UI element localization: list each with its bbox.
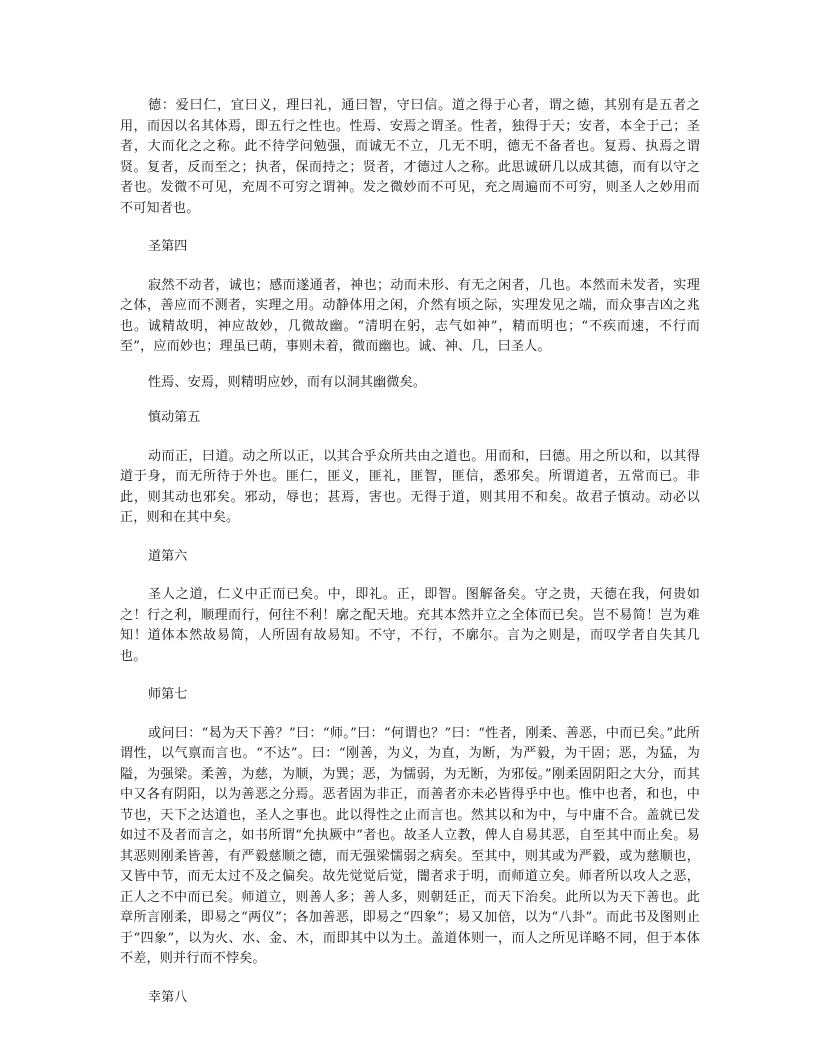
- section-heading-shendong: 慎动第五: [148, 410, 201, 425]
- section-heading-sheng: 圣第四: [148, 239, 188, 254]
- section-heading-shi: 师第七: [148, 687, 188, 702]
- paragraph-sheng-note: 性焉、安焉，则精明应妙，而有以洞其幽微矣。: [148, 374, 427, 390]
- section-heading-dao: 道第六: [148, 548, 188, 564]
- paragraph-shi: 或问曰：“曷为天下善？”曰：“师。”曰：“何谓也？”曰：“性者，刚柔、善恶，中而已矣。”此所谓性，以气禀而言也。“不达”。曰：“刚善，为义，为直，为断，为严毅，为干固；恶，为猛，为隘，为强梁。柔善，为慈，为顺，为巽；恶，为懦弱，为无断，为邪佞。”刚柔固阴阳之大分，而其中又各有阴阳，以为善恶之分焉。恶者固为非正，而善者亦未必皆得乎中也。惟中也者，和也，中节也，天下之达道也，圣人之事也。此以得性之止而言也。然其以和为中，与中庸不合。盖就已发如过不及者而言之，如书所谓“允执厥中”者也。故圣人立教，俾人自易其恶，自至其中而止矣。易其恶则刚柔皆善，有严毅慈顺之德，而无强梁懦弱之病矣。至其中，则其或为严毅，或为慈顺也，又皆中节，而无太过不及之偏矣。故先觉觉后觉，闇者求于明，而师道立矣。师者所以攻人之恶，正人之不中而已矣。师道立，则善人多；善人多，则朝廷正，而天下治矣。此所以为天下善也。此章所言刚柔，即易之“两仪”；各加善恶，即易之“四象”；易又加倍，以为“八卦”。而此书及图则止于“四象”，以为火、水、金、木，而即其中以为土。盖道体则一，而人之所见详略不同，但于本体不差，则并行而不悖矣。: [120, 725, 700, 966]
- paragraph-sheng: 寂然不动者，诚也；感而遂通者，神也；动而未形、有无之闲者，几也。本然而未发者，实理之体，善应而不测者，实理之用。动静体用之闲，介然有顷之际，实理发见之端，而众事吉凶之兆也。诚精故明，神应故妙，几微故幽。“清明在躬，志气如神”，精而明也；“不疾而速，不行而至”，应而妙也；理虽已萌，事则未着，微而幽也。诚、神、几，曰圣人。: [120, 277, 700, 354]
- paragraph-shendong: 动而正，曰道。动之所以正，以其合乎众所共由之道也。用而和，曰德。用之所以和，以其得道于身，而无所待于外也。匪仁，匪义，匪礼，匪智，匪信，悉邪矣。所谓道者，五常而已。非此，则其动也邪矣。邪动，辱也；甚焉，害也。无得于道，则其用不和矣。故君子慎动。动必以正，则和在其中矣。: [120, 448, 700, 525]
- document-page: [120, 96, 700, 1008]
- paragraph-dao: 圣人之道，仁义中正而已矣。中，即礼。正，即智。图解备矣。守之贵，天德在我，何贵如之！行之利，顺理而行，何往不利！廓之配天地。充其本然并立之全体而已矣。岂不易简！岂为难知！道体本然故易简，人所固有故易知。不守，不行，不廓尔。言为之则是，而叹学者自失其几也。: [120, 587, 700, 664]
- section-heading-xing: 幸第八: [148, 989, 188, 1005]
- paragraph-de: 德：爱曰仁，宜曰义，理曰礼，通曰智，守曰信。道之得于心者，谓之德，其别有是五者之用，而因以名其体焉，即五行之性也。性焉、安焉之谓圣。性者，独得于天；安者，本全于己；圣者，大而化之之称。此不待学问勉强，而诚无不立，几无不明，德无不备者也。复焉、执焉之谓贤。复者，反而至之；执者，保而持之；贤者，才德过人之称。此思诚研几以成其德，而有以守之者也。发微不可见，充周不可穷之谓神。发之微妙而不可见，充之周遍而不可穷，则圣人之妙用而不可知者也。: [120, 98, 700, 216]
